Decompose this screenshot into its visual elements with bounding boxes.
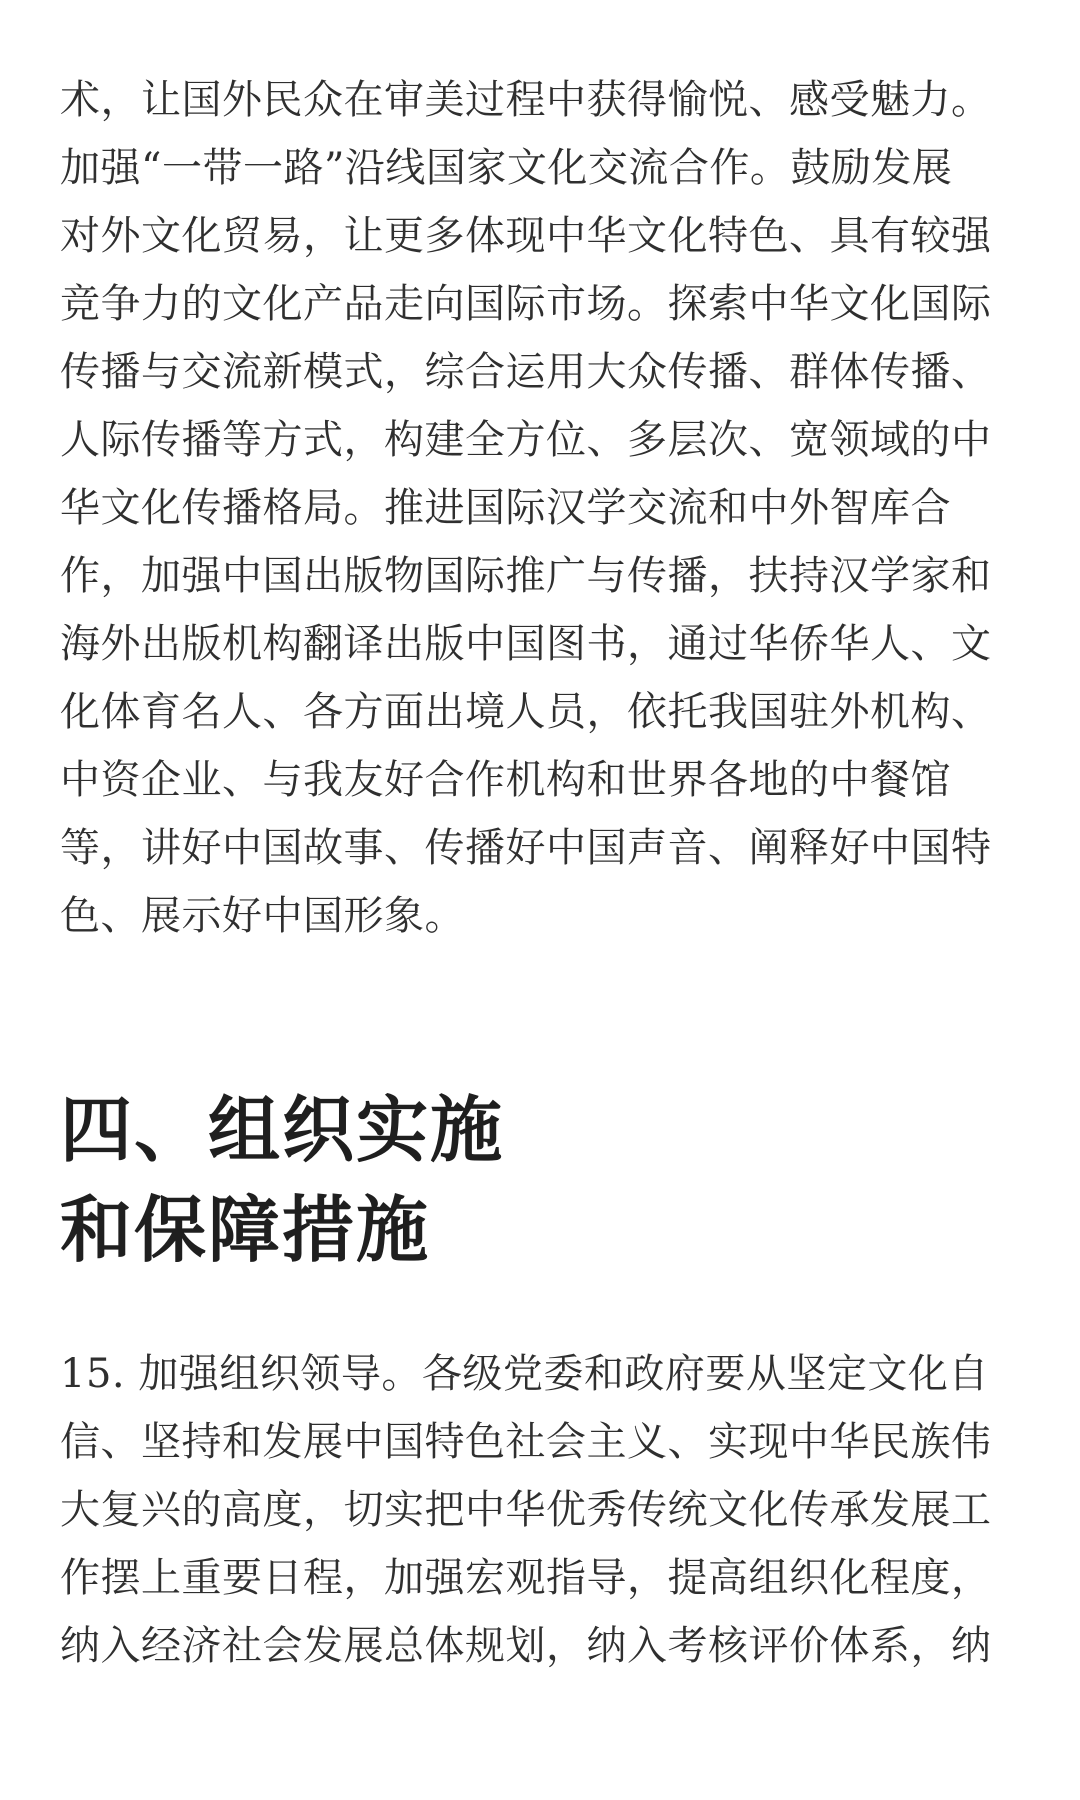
paragraph-line: 纳入经济社会发展总体规划，纳入考核评价体系，纳 <box>60 1623 992 1669</box>
paragraph-line: 中资企业、与我友好合作机构和世界各地的中餐馆 <box>60 757 951 803</box>
paragraph-line: 对外文化贸易，让更多体现中华文化特色、具有较强 <box>60 213 992 259</box>
body-paragraph-organization-leadership <box>60 1340 992 1680</box>
paragraph-line: 人际传播等方式，构建全方位、多层次、宽领域的中 <box>60 417 992 463</box>
paragraph-line: 海外出版机构翻译出版中国图书，通过华侨华人、文 <box>60 621 992 667</box>
paragraph-line: 等，讲好中国故事、传播好中国声音、阐释好中国特 <box>60 825 992 871</box>
paragraph-line: 术，让国外民众在审美过程中获得愉悦、感受魅力。 <box>60 77 992 123</box>
paragraph-line: 信、坚持和发展中国特色社会主义、实现中华民族伟 <box>60 1419 992 1465</box>
paragraph-line: 作，加强中国出版物国际推广与传播，扶持汉学家和 <box>60 553 992 599</box>
paragraph-line: 色、展示好中国形象。 <box>60 893 465 939</box>
section-heading <box>60 1080 504 1280</box>
paragraph-line: 加强“一带一路”沿线国家文化交流合作。鼓励发展 <box>60 145 953 191</box>
paragraph-line: 化体育名人、各方面出境人员，依托我国驻外机构、 <box>60 689 992 735</box>
paragraph-line: 大复兴的高度，切实把中华优秀传统文化传承发展工 <box>60 1487 992 1533</box>
paragraph-line: 作摆上重要日程，加强宏观指导，提高组织化程度， <box>60 1555 992 1601</box>
section-heading-line: 四、组织实施 <box>60 1088 505 1172</box>
paragraph-line: 华文化传播格局。推进国际汉学交流和中外智库合 <box>60 485 951 531</box>
paragraph-line: 15. 加强组织领导。各级党委和政府要从坚定文化自 <box>60 1351 989 1397</box>
paragraph-line: 传播与交流新模式，综合运用大众传播、群体传播、 <box>60 349 992 395</box>
paragraph-line: 竞争力的文化产品走向国际市场。探索中华文化国际 <box>60 281 992 327</box>
section-heading-line: 和保障措施 <box>60 1188 431 1272</box>
body-paragraph-international-exchange <box>60 66 992 950</box>
